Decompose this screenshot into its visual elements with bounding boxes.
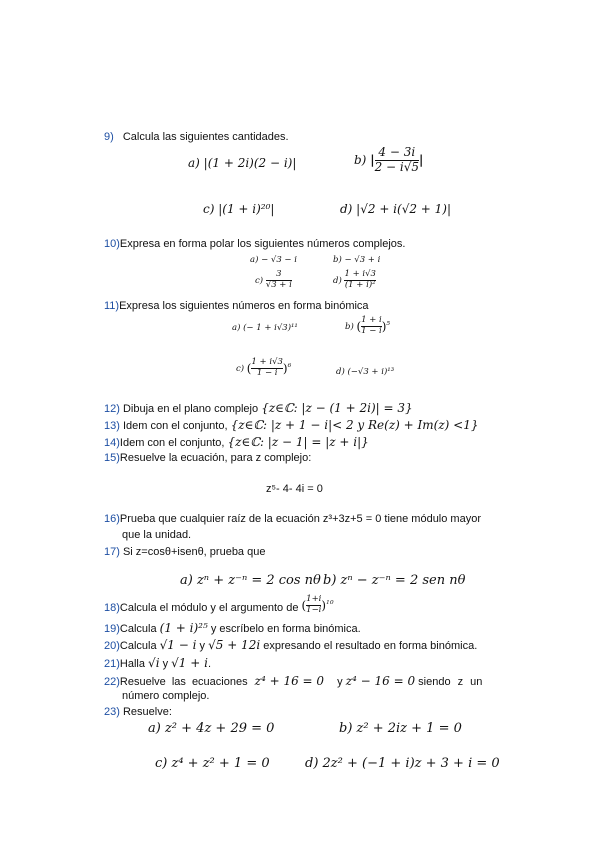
problem-22-line2: número complejo. xyxy=(122,690,210,702)
problem-text: Calcula el módulo y el argumento de xyxy=(119,601,299,614)
problem-16-line2: que la unidad. xyxy=(122,529,192,541)
problem-number: 22) xyxy=(104,676,120,688)
math-20b: √5 + 12i xyxy=(208,638,261,652)
problem-number: 11) xyxy=(104,300,120,312)
problem-19: 19)Calcula (1 + i)²⁵ y escríbelo en forma binómica. xyxy=(104,621,361,635)
problem-21: 21)Halla √i y √1 + i. xyxy=(104,656,212,670)
math-22b: z⁴ − 16 = 0 xyxy=(345,674,416,688)
math-18: ( 1+i 1−i )10 xyxy=(301,594,334,615)
problem-11 xyxy=(104,300,369,312)
problem-number: 18) xyxy=(104,601,120,614)
math-9a: a) |(1 + 2i)(2 − i)| xyxy=(188,156,297,170)
problem-12 xyxy=(104,401,413,415)
math-10c: c) $\frac{3}{√3 + i}$ xyxy=(255,269,292,290)
math-23d: d) 2z² + (−1 + i)z + 3 + i = 0 xyxy=(305,756,500,771)
problem-text: Si z=cosθ+isenθ, prueba que xyxy=(122,546,266,558)
problem-number: 19) xyxy=(104,623,120,635)
math-23b: b) z² + 2iz + 1 = 0 xyxy=(339,721,462,736)
math-17b: b) zⁿ − z⁻ⁿ = 2 sen nθ xyxy=(323,573,466,588)
problem-number: 16) xyxy=(104,513,120,525)
problem-16 xyxy=(104,513,481,525)
math-11d: d) (−√3 + i)¹³ xyxy=(336,367,395,377)
math-9d: d) |√2 + i(√2 + 1)| xyxy=(340,202,452,216)
problem-10 xyxy=(104,238,405,250)
problem-20: 20)Calcula √1 − i y √5 + 12i expresando el resultado en forma binómica. xyxy=(104,638,478,652)
math-14: {z∈ℂ: |z − 1| = |z + i|} xyxy=(227,435,369,449)
math-21a: √i xyxy=(148,656,160,670)
problem-text: Halla xyxy=(119,658,145,670)
math-13: {z∈ℂ: |z + 1 − i|< 2 y Re(z) + Im(z) <1} xyxy=(230,418,479,432)
problem-text: Calcula las siguientes cantidades. xyxy=(122,131,289,143)
math-23c: c) z⁴ + z² + 1 = 0 xyxy=(155,756,270,771)
problem-17 xyxy=(104,546,265,558)
math-12: {z∈ℂ: |z − (1 + 2i)| = 3} xyxy=(261,401,413,415)
problem-number: 21) xyxy=(104,658,120,670)
problem-number: 23) xyxy=(104,706,120,718)
problem-text: Resuelve: xyxy=(122,706,172,718)
problem-14 xyxy=(104,435,369,449)
problem-15 xyxy=(104,452,311,464)
problem-text: Calcula xyxy=(119,640,157,652)
problem-23 xyxy=(104,706,172,718)
problem-text: Idem con el conjunto, xyxy=(119,437,225,449)
math-11c: c) ( $\frac{1 + i√3}{1 - i}$ )$^6$ xyxy=(236,357,292,378)
problem-number: 15) xyxy=(104,452,120,464)
problem-9 xyxy=(104,131,289,143)
problem-text: Expresa los siguientes números en forma binómica xyxy=(119,300,369,312)
problem-text: Idem con el conjunto, xyxy=(122,420,228,432)
problem-13 xyxy=(104,418,478,432)
math-22a: z⁴ + 16 = 0 xyxy=(254,674,325,688)
math-10b: b) − √3 + i xyxy=(333,255,381,265)
math-19: (1 + i)²⁵ xyxy=(159,621,208,635)
problem-text: Resuelve las ecuaciones xyxy=(119,676,248,688)
math-17a: a) zⁿ + z⁻ⁿ = 2 cos nθ xyxy=(180,573,321,588)
math-10d: d) $\frac{1 + i√3}{\text{(1 + i)²}}$ xyxy=(333,269,376,290)
math-11a: a) (− 1 + i√3)¹¹ xyxy=(232,323,298,333)
problem-number: 12) xyxy=(104,403,120,415)
problem-text: Prueba que cualquier raíz de la ecuación z³+3z+5 = 0 tiene módulo mayor xyxy=(119,513,481,525)
problem-text: Dibuja en el plano complejo xyxy=(122,403,259,415)
problem-text: Expresa en forma polar los siguientes números complejos. xyxy=(119,238,406,250)
problem-22: 22)Resuelve las ecuaciones z⁴ + 16 = 0 y z⁴ − 16 = 0 siendo z un xyxy=(104,674,483,688)
math-21b: √1 + i xyxy=(171,656,208,670)
problem-number: 13) xyxy=(104,420,120,432)
math-9b: b) | $\frac{4 - 3i}{2 - i√5}$ | xyxy=(354,145,424,174)
math-9c: c) |(1 + i)²⁰| xyxy=(203,202,275,216)
problem-number: 20) xyxy=(104,640,120,652)
math-10a: a) − √3 − i xyxy=(250,255,297,265)
math-11b: b) ( $\frac{1 + i}{1 - i}$ )$^5$ xyxy=(345,315,391,336)
problem-text: Resuelve la ecuación, para z complejo: xyxy=(119,452,312,464)
problem-text: Calcula xyxy=(119,623,157,635)
problem-number: 14) xyxy=(104,437,120,449)
problem-18 xyxy=(104,594,334,619)
problem-number: 17) xyxy=(104,546,120,558)
problem-number: 10) xyxy=(104,238,120,250)
equation-15: z⁵- 4- 4i = 0 xyxy=(266,483,323,495)
math-20a: √1 − i xyxy=(159,638,197,652)
math-23a: a) z² + 4z + 29 = 0 xyxy=(148,721,275,736)
problem-number: 9) xyxy=(104,131,114,143)
